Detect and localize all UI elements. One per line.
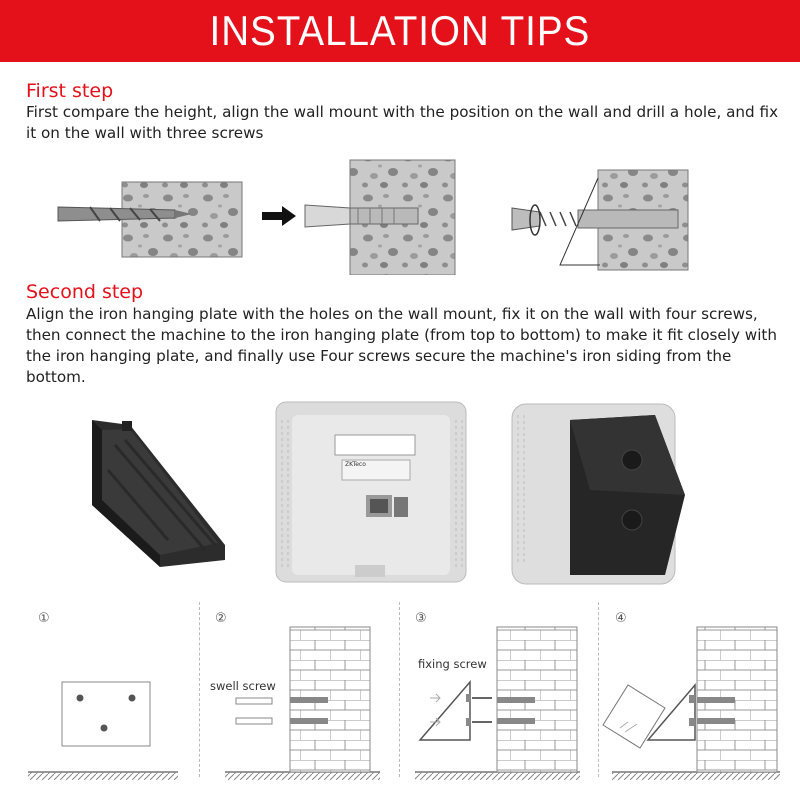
- diagram-2: [210, 611, 370, 772]
- page-title: INSTALLATION TIPS: [209, 7, 591, 54]
- diagram-4: [603, 611, 777, 772]
- step-number-1: ①: [38, 611, 50, 626]
- wall-mount-bracket: [92, 420, 225, 567]
- ground: [28, 772, 780, 780]
- drill-panel: [58, 182, 242, 257]
- second-step-text: Align the iron hanging plate with the holes on the wall mount, fix it on the wall with four screws, then connect the machine to the iron hanging plate (from top to bottom) to make it fit closely with the iron hanging plate, and finally use Four screws secure the machine's iron siding from the bottom.: [26, 305, 777, 386]
- fixing-screw-label: fixing screw: [418, 657, 487, 671]
- device-photos: [0, 395, 800, 595]
- installation-diagrams: [0, 600, 800, 800]
- device-back: [276, 402, 466, 582]
- first-step-title: First step: [26, 80, 114, 102]
- arrow-icon: [262, 206, 296, 226]
- step-number-4: ④: [615, 611, 627, 626]
- diagram-3: [415, 611, 577, 772]
- second-step-title: Second step: [26, 281, 144, 303]
- device-with-bracket: [512, 404, 685, 584]
- screw-panel: [512, 170, 688, 270]
- anchor-panel: [305, 160, 455, 275]
- brand-label: ZKTeco: [345, 461, 366, 468]
- step-number-2: ②: [215, 611, 227, 626]
- drilling-illustration: [0, 150, 800, 275]
- swell-screw-label: swell screw: [210, 679, 276, 693]
- first-step-text: First compare the height, align the wall mount with the position on the wall and drill a hole, and fix it on the wall with three screws: [26, 103, 779, 142]
- step-number-3: ③: [415, 611, 427, 626]
- header-banner: [0, 0, 800, 62]
- diagram-1: [38, 611, 150, 746]
